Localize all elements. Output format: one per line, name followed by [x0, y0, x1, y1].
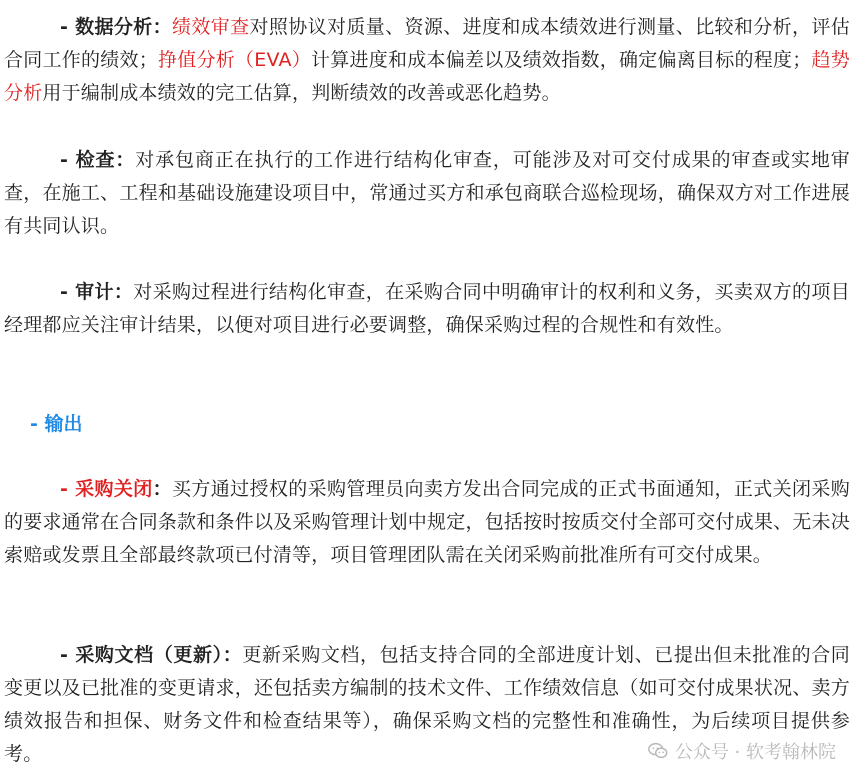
- section-text: 对承包商正在执行的工作进行结构化审查，可能涉及对可交付成果的审查或实地审查，在施工、工程和基础设施建设项目中，常通过买方和承包商联合巡检现场，确保双方对工作进展有共同认识。: [4, 149, 850, 237]
- section-label: - 检查：: [60, 149, 136, 171]
- section-label-suffix: ：: [152, 478, 172, 500]
- section-text: 更新采购文档，包括支持合同的全部进度计划、已提出但未批准的合同变更以及已批准的变更请求，还包括卖方编制的技术文件、工作绩效信息（如可交付成果状况、卖方绩效报告和担保、财务文件和检查结果等），确保采购文档的完整性和准确性，为后续项目提供参考。: [4, 644, 851, 765]
- watermark-text: 公众号 · 软考翰林院: [674, 742, 836, 763]
- section-audit: [4, 276, 850, 342]
- section-procurement-closure: [4, 473, 850, 572]
- section-data-analysis: [4, 11, 850, 110]
- section-text: 对采购过程进行结构化审查，在采购合同中明确审计的权利和义务，买卖双方的项目经理都应关注审计结果，以便对项目进行必要调整，确保采购过程的合规性和有效性。: [4, 281, 850, 336]
- wechat-icon: [647, 740, 669, 762]
- term-eva: 挣值分析（EVA）: [157, 49, 311, 71]
- section-label: - 数据分析：: [60, 16, 172, 38]
- section-label: - 采购关闭: [60, 478, 153, 500]
- watermark: [647, 738, 836, 764]
- section-inspection: [4, 144, 850, 243]
- section-text: 买方通过授权的采购管理员向卖方发出合同完成的正式书面通知，正式关闭采购的要求通常在合同条款和条件以及采购管理计划中规定，包括按时按质交付全部可交付成果、无未决索赔或发票且全部最终款项已付清等，项目管理团队需在关闭采购前批准所有可交付成果。: [4, 478, 851, 566]
- section-text: 用于编制成本绩效的完工估算，判断绩效的改善或恶化趋势。: [42, 82, 561, 104]
- output-heading: - 输出: [30, 413, 83, 435]
- section-label: - 采购文档（更新）：: [60, 644, 243, 666]
- section-text: 对照协议对质量、资源、进度和成本绩效进行测量、比较和分析，评估合同工作的绩效；: [4, 16, 850, 71]
- section-text: 计算进度和成本偏差以及绩效指数，确定偏离目标的程度；: [310, 49, 812, 71]
- term-performance-review: 绩效审查: [171, 16, 250, 38]
- section-label: - 审计：: [60, 281, 134, 303]
- term-trend-analysis: 趋势分析: [4, 49, 851, 104]
